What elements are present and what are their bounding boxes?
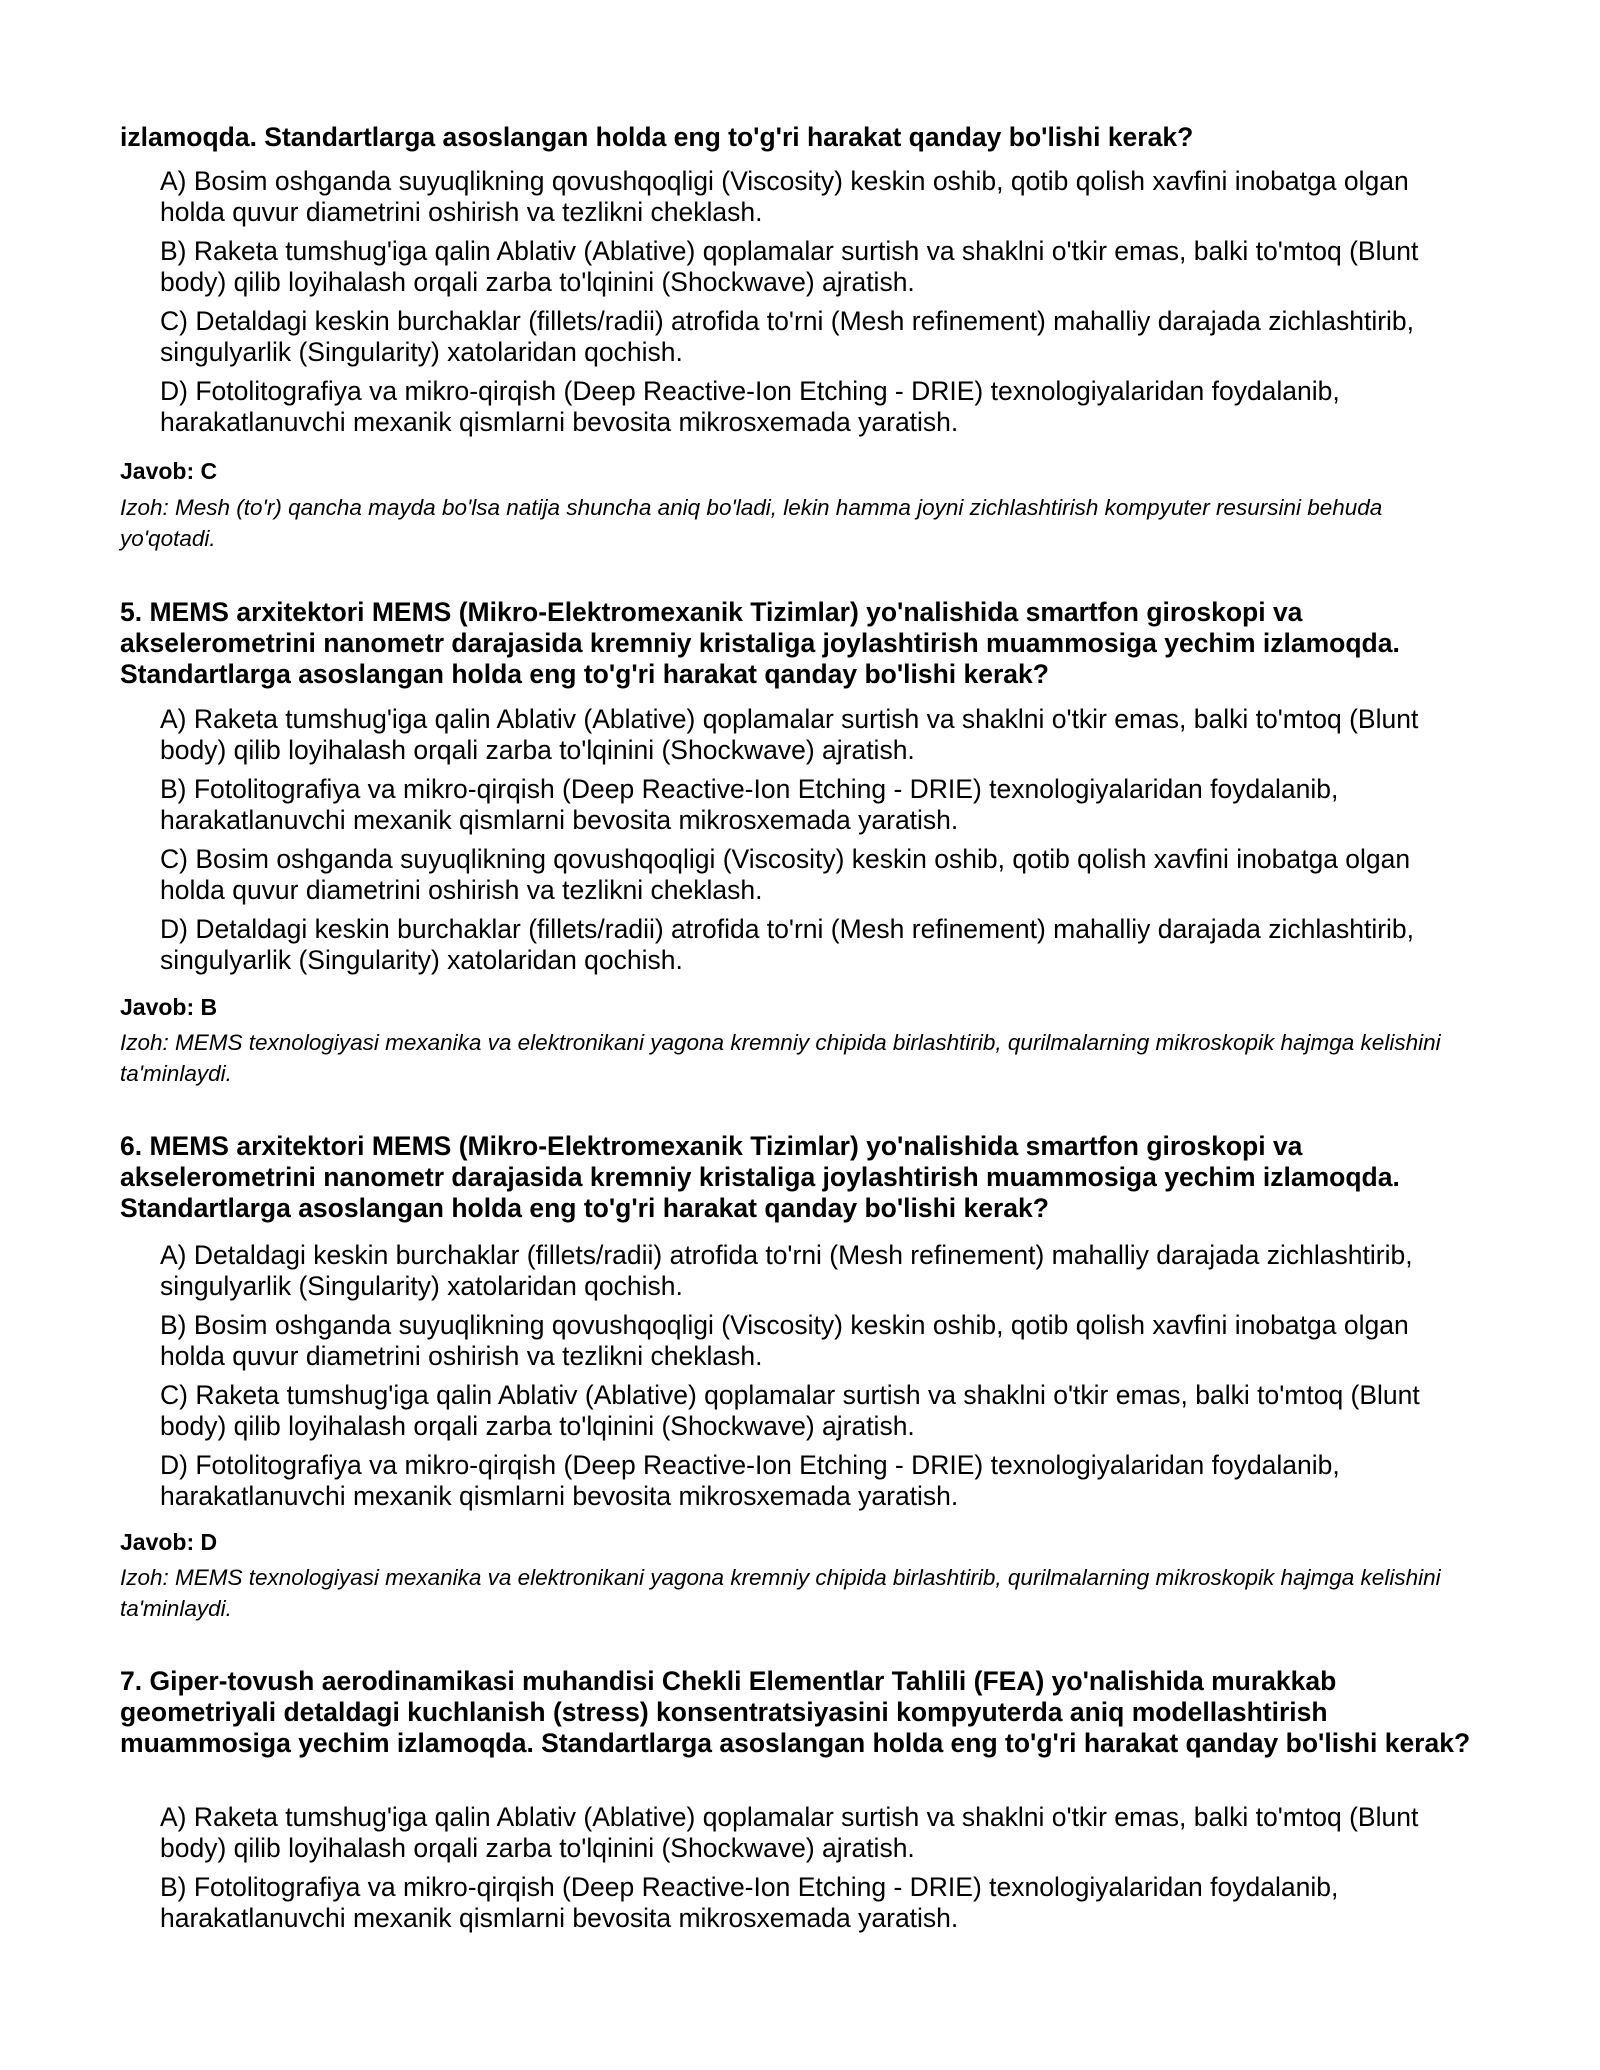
option-d: D) Detaldagi keskin burchaklar (fillets/radii) atrofida to'rni (Mesh refinement) mahalliy darajada zichlashtirib, singulyarlik (Singularity) xatolaridan qochish. xyxy=(160,914,1415,975)
option-d: D) Fotolitografiya va mikro-qirqish (Deep Reactive-Ion Etching - DRIE) texnologiyalaridan foydalanib, harakatlanuvchi mexanik qismlarni bevosita mikrosxemada yaratish. xyxy=(160,1450,1340,1511)
option-c: C) Raketa tumshug'iga qalin Ablativ (Ablative) qoplamalar surtish va shaklni o'tkir emas, balki to'mtoq (Blunt body) qilib loyihalash orqali zarba to'lqinini (Shockwave) ajratish. xyxy=(160,1380,1420,1441)
question-5-title: 5. MEMS arxitektori MEMS (Mikro-Elektromexanik Tizimlar) yo'nalishida smartfon giroskopi va akselerometrini nanometr darajasida kremniy kristaliga joylashtirish muammosiga yechim izlamoqda. Standartlarga asoslangan holda eng to'g'ri harakat qanday bo'lishi kerak? xyxy=(120,597,1400,689)
explanation-note: Izoh: MEMS texnologiyasi mexanika va elektronikani yagona kremniy chipida birlashtirib, qurilmalarning mikroskopik hajmga kelishini ta'minlaydi. xyxy=(120,1565,1441,1621)
explanation-note: Izoh: Mesh (to'r) qancha mayda bo'lsa natija shuncha aniq bo'ladi, lekin hamma joyni zichlashtirish kompyuter resursini behuda yo'qotadi. xyxy=(120,495,1383,551)
options-list-q7 xyxy=(160,1802,1480,1942)
option-a: A) Raketa tumshug'iga qalin Ablativ (Ablative) qoplamalar surtish va shaklni o'tkir emas, balki to'mtoq (Blunt body) qilib loyihalash orqali zarba to'lqinini (Shockwave) ajratish. xyxy=(160,704,1419,765)
option-a: A) Bosim oshganda suyuqlikning qovushqoqligi (Viscosity) keskin oshib, qotib qolish xavfini inobatga olgan holda quvur diametrini oshirish va tezlikni cheklash. xyxy=(160,166,1409,227)
option-b: B) Fotolitografiya va mikro-qirqish (Deep Reactive-Ion Etching - DRIE) texnologiyalaridan foydalanib, harakatlanuvchi mexanik qismlarni bevosita mikrosxemada yaratish. xyxy=(160,774,1339,835)
question-6-title: 6. MEMS arxitektori MEMS (Mikro-Elektromexanik Tizimlar) yo'nalishida smartfon giroskopi va akselerometrini nanometr darajasida kremniy kristaliga joylashtirish muammosiga yechim izlamoqda. Standartlarga asoslangan holda eng to'g'ri harakat qanday bo'lishi kerak? xyxy=(120,1131,1400,1223)
option-a: A) Raketa tumshug'iga qalin Ablativ (Ablative) qoplamalar surtish va shaklni o'tkir emas, balki to'mtoq (Blunt body) qilib loyihalash orqali zarba to'lqinini (Shockwave) ajratish. xyxy=(160,1802,1419,1863)
option-b: B) Fotolitografiya va mikro-qirqish (Deep Reactive-Ion Etching - DRIE) texnologiyalaridan foydalanib, harakatlanuvchi mexanik qismlarni bevosita mikrosxemada yaratish. xyxy=(160,1872,1339,1933)
answer-label: Javob: C xyxy=(120,458,218,484)
options-list-q5 xyxy=(160,704,1480,984)
question-7-title: 7. Giper-tovush aerodinamikasi muhandisi Chekli Elementlar Tahlili (FEA) yo'nalishida murakkab geometriyali detaldagi kuchlanish (stress) konsentratsiyasini kompyuterda aniq modellashtirish muammosiga yechim izlamoqda. Standartlarga asoslangan holda eng to'g'ri harakat qanday bo'lishi kerak? xyxy=(120,1666,1471,1758)
option-b: B) Bosim oshganda suyuqlikning qovushqoqligi (Viscosity) keskin oshib, qotib qolish xavfini inobatga olgan holda quvur diametrini oshirish va tezlikni cheklash. xyxy=(160,1310,1409,1371)
option-c: C) Bosim oshganda suyuqlikning qovushqoqligi (Viscosity) keskin oshib, qotib qolish xavfini inobatga olgan holda quvur diametrini oshirish va tezlikni cheklash. xyxy=(160,844,1411,905)
option-b: B) Raketa tumshug'iga qalin Ablativ (Ablative) qoplamalar surtish va shaklni o'tkir emas, balki to'mtoq (Blunt body) qilib loyihalash orqali zarba to'lqinini (Shockwave) ajratish. xyxy=(160,236,1419,297)
answer-label: Javob: D xyxy=(120,1529,218,1555)
option-c: C) Detaldagi keskin burchaklar (fillets/radii) atrofida to'rni (Mesh refinement) mahalliy darajada zichlashtirib, singulyarlik (Singularity) xatolaridan qochish. xyxy=(160,306,1415,367)
option-a: A) Detaldagi keskin burchaklar (fillets/radii) atrofida to'rni (Mesh refinement) mahalliy darajada zichlashtirib, singulyarlik (Singularity) xatolaridan qochish. xyxy=(160,1240,1413,1301)
options-list-q6 xyxy=(160,1240,1480,1520)
answer-label: Javob: B xyxy=(120,994,218,1020)
options-list-continued xyxy=(160,166,1480,446)
question-continued-text: izlamoqda. Standartlarga asoslangan holda eng to'g'ri harakat qanday bo'lishi kerak? xyxy=(120,122,1194,152)
option-d: D) Fotolitografiya va mikro-qirqish (Deep Reactive-Ion Etching - DRIE) texnologiyalaridan foydalanib, harakatlanuvchi mexanik qismlarni bevosita mikrosxemada yaratish. xyxy=(160,376,1340,437)
explanation-note: Izoh: MEMS texnologiyasi mexanika va elektronikani yagona kremniy chipida birlashtirib, qurilmalarning mikroskopik hajmga kelishini ta'minlaydi. xyxy=(120,1030,1441,1086)
